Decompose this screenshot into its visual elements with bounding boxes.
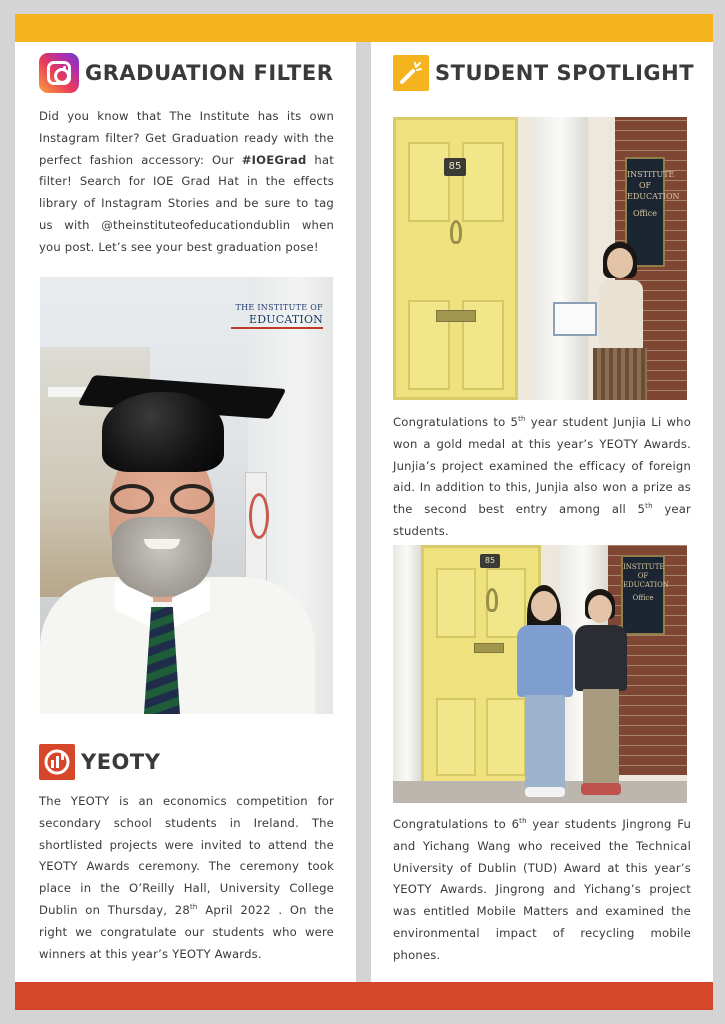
- yeoty-text: The YEOTY is an economics competition for secondary school students in Ireland. The shortlisted projects were invited to attend the YEOTY Awards ceremony. The ceremony took place in the O’Reilly Hall, University College Dublin on Thursday, 28th April 2022 . On the right we congratulate our students who were winners at this year’s YEOTY Awards.: [39, 794, 334, 961]
- graduation-filter-heading: [39, 53, 333, 93]
- left-column: [15, 42, 356, 982]
- bottom-accent-bar: [15, 982, 713, 1010]
- yeoty-heading: [39, 744, 160, 780]
- institute-logo: THE INSTITUTE OF EDUCATION: [231, 303, 323, 329]
- student-spotlight-title: STUDENT SPOTLIGHT: [435, 61, 695, 85]
- student-spotlight-heading: [393, 55, 694, 91]
- door-number-2: 85: [480, 554, 500, 568]
- graduation-filter-title: GRADUATION FILTER: [85, 61, 334, 85]
- institute-plaque: INSTITUTE OF EDUCATION Office: [625, 157, 665, 267]
- graduation-filter-text: Did you know that The Institute has its own Instagram filter? Get Graduation ready with the perfect fashion accessory: Our #IOEGrad hat filter! Search for IOE Grad Hat in the effects library of Instagram Stories and be sure to tag us with @theinstituteofeducationdublin when you post. Let’s see your best graduation pose!: [39, 109, 334, 254]
- instagram-icon: [39, 53, 79, 93]
- spotlight-icon: [393, 55, 429, 91]
- junjia-li-caption: Congratulations to 5th year student Junjia Li who won a gold medal at this year’s YEOTY Awards. Junjia’s project examined the efficacy of foreign aid. In addition to this, Junjia also won a prize as the second best entry among all 5th year students.: [393, 415, 692, 538]
- junjia-li-photo: [393, 117, 687, 400]
- hashtag: #IOEGrad: [241, 152, 307, 167]
- yeoty-title: YEOTY: [81, 750, 161, 774]
- jingrong-yichang-caption: Congratulations to 6th year students Jingrong Fu and Yichang Wang who received the Technical University of Dublin (TUD) Award at this year’s YEOTY Awards. Jingrong and Yichang’s project was entitled Mobile Matters and examined the environmental impact of recycling mobile phones.: [393, 817, 692, 962]
- jingrong-yichang-photo: [393, 545, 687, 803]
- yeoty-logo-icon: [39, 744, 75, 780]
- right-column: [371, 42, 713, 982]
- door-number: 85: [444, 158, 466, 176]
- top-accent-bar: [15, 14, 713, 42]
- institute-plaque-2: INSTITUTE OF EDUCATION Office: [621, 555, 665, 635]
- graduation-filter-photo: [40, 277, 333, 714]
